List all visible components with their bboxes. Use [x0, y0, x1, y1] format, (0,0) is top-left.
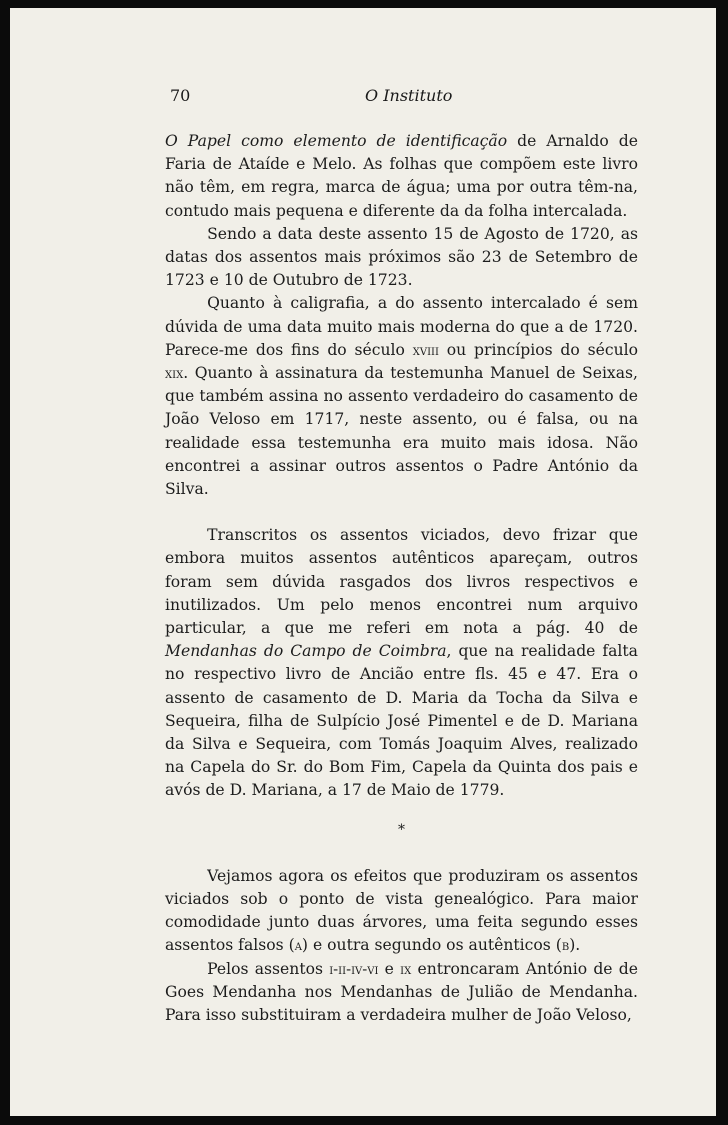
paragraph-2: Sendo a data deste assento 15 de Agosto de 1720, as datas dos assentos mais próximos são 23 de Setembro de 1723 e 10 de Outubro de 1723.: [165, 224, 638, 290]
paragraph-4: Transcritos os assentos viciados, devo frizar que embora muitos assentos autênticos apareçam, outros foram sem dúvida rasgados dos livros respectivos e inutilizados. Um pelo menos encontrei num arquivo particular, a que me referi em nota a pág. 40 de Mendanhas do Campo de Coimbra, que na realidade falta no respectivo livro de Ancião entre fls. 45 e 47. Era o assento de casamento de D. Maria da Tocha da Silva e Sequeira, filha de Sulpício José Pimentel e de D. Mariana da Silva e Sequeira, com Tomás Joaquim Alves, realizado na Capela do Sr. do Bom Fim, Capela da Quinta dos pais e avós de D. Mariana, a 17 de Maio de 1779.: [165, 526, 638, 800]
paragraph-6: Pelos assentos i-ii-iv-vi e ix entroncaram António de de Goes Mendanha nos Mendanhas de Julião de Mendanha. Para isso substituiram a verdadeira mulher de João Veloso,: [165, 959, 638, 1024]
paragraph-gap: [165, 501, 638, 524]
running-title: O Instituto: [365, 86, 453, 105]
paragraph-3: Quanto à caligrafia, a do assento intercalado é sem dúvida de uma data muito mais moderna do que a de 1720. Parece-me dos fins do século xviii ou princípios do século xix. Quanto à assinatura da testemunha Manuel de Seixas, que também assina no assento verdadeiro do casamento de João Veloso em 1717, neste assento, ou é falsa, ou na realidade essa testemunha era muito mais idosa. Não encontrei a assinar outros assentos o Padre António da Silva.: [165, 294, 639, 499]
cited-work: Mendanhas do Campo de Coimbra: [165, 642, 447, 661]
book-page: [10, 8, 716, 1116]
paragraph-5: Vejamos agora os efeitos que produziram os assentos viciados sob o ponto de vista genealógico. Para maior comodidade junto duas árvores, uma feita segundo esses assentos falsos (a) e outra segundo os autênticos (b).: [165, 866, 638, 955]
page-header: [170, 86, 650, 110]
body-text: [165, 130, 638, 1027]
page-number: 70: [170, 86, 191, 105]
section-separator: *: [398, 821, 405, 838]
source-title: O Papel como elemento de identificação: [165, 132, 508, 150]
paragraph-1: O Papel como elemento de identificação de Arnaldo de Faria de Ataíde e Melo. As folhas que compõem este livro não têm, em regra, marca de água; uma por outra têm-na, contudo mais pequena e diferente da da folha intercalada.: [165, 132, 638, 220]
